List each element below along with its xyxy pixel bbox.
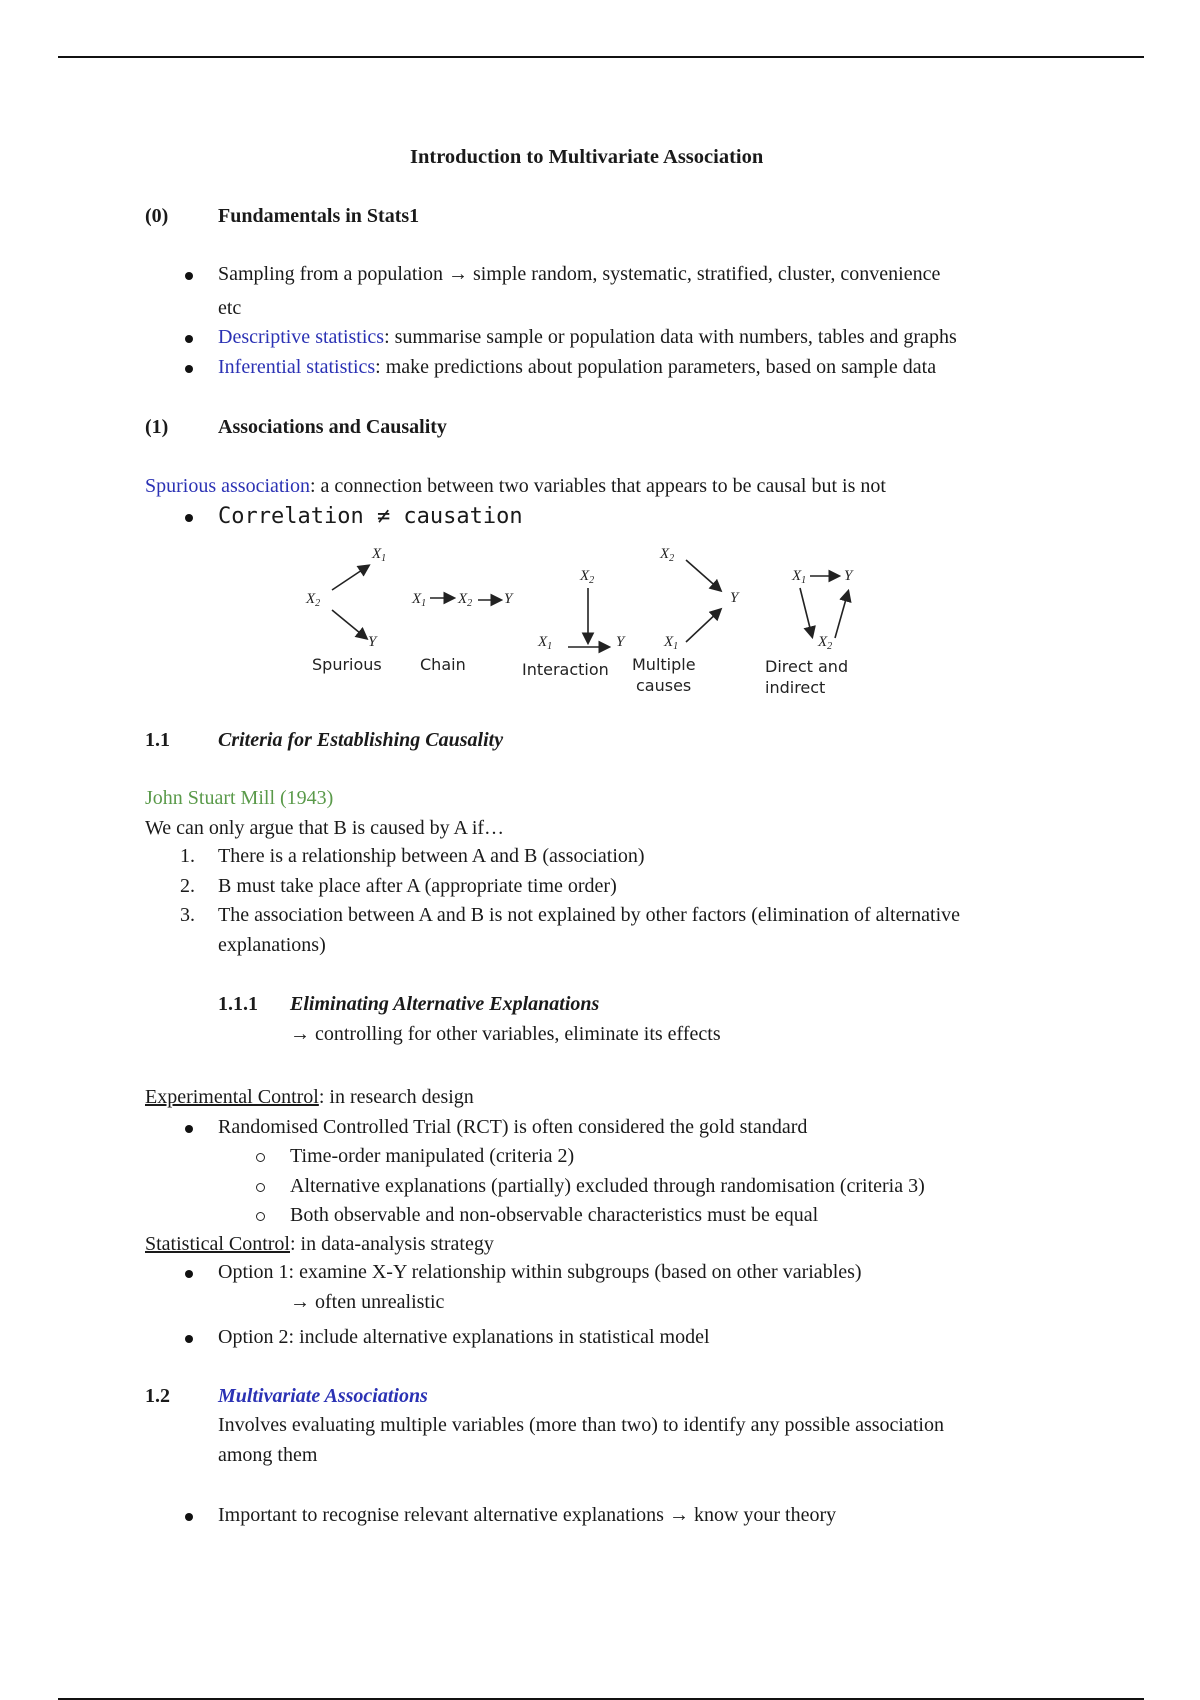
- section-1-heading: Associations and Causality: [218, 416, 447, 438]
- mill-intro: We can only argue that B is caused by A if…: [145, 817, 505, 839]
- experimental-control: [145, 1086, 474, 1109]
- multiple-causes-diagram: [632, 546, 740, 695]
- correlation-causation: Correlation ≠ causation: [218, 504, 523, 529]
- option-1: Option 1: examine X-Y relationship within subgroups (based on other variables): [218, 1261, 862, 1283]
- descriptive-definition: : summarise sample or population data with numbers, tables and graphs: [384, 326, 957, 348]
- bullet-dot: [185, 272, 193, 280]
- top-rule: [58, 56, 1144, 58]
- bullet-dot: [185, 1335, 193, 1343]
- svg-text:X2: $X_2$: [306, 591, 321, 609]
- section-1-1-heading: Criteria for Establishing Causality: [218, 729, 504, 751]
- section-1-1-1-sub: → controlling for other variables, eliminate its effects: [290, 1023, 721, 1045]
- svg-text:X2: $X_2$: [458, 591, 473, 609]
- theory-bullet: Important to recognise relevant alternative explanations → know your theory: [218, 1504, 837, 1526]
- inferential-definition: : make predictions about population parameters, based on sample data: [375, 356, 937, 378]
- criteria-item: The association between A and B is not explained by other factors (elimination of alternative: [218, 904, 961, 926]
- term-statistical-control: Statistical Control: [145, 1233, 290, 1255]
- direct-indirect-diagram: [765, 568, 854, 697]
- svg-text:Y: Y: [844, 568, 853, 584]
- rct-bullet: Randomised Controlled Trial (RCT) is often considered the gold standard: [218, 1116, 808, 1138]
- label-causes: causes: [636, 676, 692, 695]
- bullet-sampling: Sampling from a population → simple random, systematic, stratified, cluster, convenience: [218, 263, 941, 285]
- svg-text:X1: $X_1$: [538, 634, 553, 652]
- spurious-definition: [145, 475, 886, 498]
- criteria-number: 2.: [180, 875, 195, 897]
- section-1-number: (1): [145, 416, 169, 438]
- label-interaction: Interaction: [522, 660, 609, 679]
- mill-source: John Stuart Mill (1943): [145, 787, 334, 809]
- svg-text:X2: $X_2$: [580, 568, 595, 586]
- chain-diagram: [411, 591, 514, 674]
- bullet-descriptive: [218, 326, 957, 349]
- term-descriptive-statistics: Descriptive statistics: [218, 326, 385, 348]
- bullet-sampling-cont: etc: [218, 297, 242, 319]
- section-1-1-number: 1.1: [145, 729, 170, 751]
- statistical-rest: : in data-analysis strategy: [290, 1233, 494, 1255]
- section-1-2-body: Involves evaluating multiple variables (more than two) to identify any possible association: [218, 1414, 944, 1436]
- term-spurious-association: Spurious association: [145, 475, 310, 497]
- spurious-diagram: [305, 546, 386, 674]
- label-multiple: Multiple: [632, 655, 696, 674]
- section-1-1-1-heading: Eliminating Alternative Explanations: [290, 993, 600, 1015]
- section-0-heading: Fundamentals in Stats1: [218, 205, 420, 227]
- term-experimental-control: Experimental Control: [145, 1086, 319, 1108]
- term-inferential-statistics: Inferential statistics: [218, 356, 376, 378]
- bullet-dot: [185, 514, 193, 522]
- statistical-control: [145, 1233, 494, 1256]
- criteria-number: 1.: [180, 845, 195, 867]
- svg-text:Y: Y: [730, 590, 739, 606]
- page-title: Introduction to Multivariate Association: [410, 146, 764, 168]
- label-chain: Chain: [420, 655, 466, 674]
- section-1-2-number: 1.2: [145, 1385, 170, 1407]
- rct-sub-item: Time-order manipulated (criteria 2): [290, 1145, 575, 1167]
- svg-text:X2: $X_2$: [818, 634, 833, 652]
- bullet-dot: [185, 335, 193, 343]
- bullet-dot: [185, 365, 193, 373]
- section-1-2-body-cont: among them: [218, 1444, 318, 1466]
- label-direct-and: Direct and: [765, 657, 849, 676]
- bullet-dot: [185, 1270, 193, 1278]
- label-indirect: indirect: [765, 678, 826, 697]
- bullet-dot: [185, 1125, 193, 1133]
- option-2: Option 2: include alternative explanations in statistical model: [218, 1326, 710, 1348]
- sub-bullet-circle: [256, 1183, 265, 1192]
- svg-text:Y: Y: [616, 634, 625, 650]
- rct-sub-item: Alternative explanations (partially) excluded through randomisation (criteria 3): [290, 1175, 925, 1197]
- svg-text:X1: $X_1$: [372, 546, 387, 564]
- svg-text:X2: $X_2$: [660, 546, 675, 564]
- spurious-rest: : a connection between two variables that appears to be causal but is not: [310, 475, 886, 497]
- causal-diagrams: [290, 538, 910, 708]
- criteria-item-cont: explanations): [218, 934, 326, 956]
- section-0-number: (0): [145, 205, 169, 227]
- experimental-rest: : in research design: [318, 1086, 474, 1108]
- svg-text:X1: $X_1$: [792, 568, 807, 586]
- section-1-1-1-number: 1.1.1: [218, 993, 258, 1015]
- sub-bullet-circle: [256, 1153, 265, 1162]
- interaction-diagram: [522, 568, 626, 679]
- svg-text:Y: Y: [504, 591, 513, 607]
- bullet-dot: [185, 1513, 193, 1521]
- bullet-inferential: [218, 356, 936, 379]
- criteria-number: 3.: [180, 904, 195, 926]
- svg-text:X1: $X_1$: [412, 591, 427, 609]
- option-1-sub: → often unrealistic: [290, 1291, 445, 1313]
- svg-text:Y: Y: [368, 634, 377, 650]
- sub-bullet-circle: [256, 1212, 265, 1221]
- svg-text:X1: $X_1$: [664, 634, 679, 652]
- rct-sub-item: Both observable and non-observable characteristics must be equal: [290, 1204, 819, 1226]
- section-1-2-heading: Multivariate Associations: [218, 1385, 428, 1407]
- criteria-item: There is a relationship between A and B (association): [218, 845, 645, 867]
- label-spurious: Spurious: [312, 655, 382, 674]
- criteria-item: B must take place after A (appropriate time order): [218, 875, 617, 897]
